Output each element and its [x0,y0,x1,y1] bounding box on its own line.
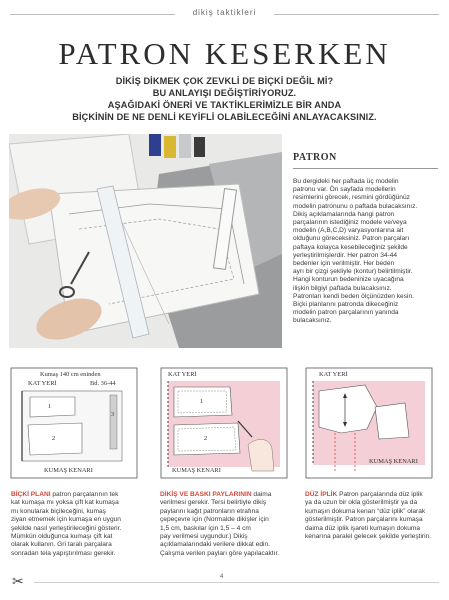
sidebar-line: bedenler için verilmiştir. Her beden [293,260,395,268]
fold-label-1: KAT YERİ [28,380,57,387]
subtitle-line-3: AŞAĞIDAKİ ÖNERİ VE TAKTİKLERİMİZLE BİR ANDA [107,100,342,110]
selvage-label-3: KUMAŞ KENARI [369,458,418,465]
sidebar-line: modelin patronunu o paftada bulacaksınız. [293,202,418,210]
cutting-plan-lead: BİÇKİ PLANI [11,491,51,498]
sidebar-line: resimlerini görecek, resmini gördüğünüz [293,194,410,202]
piece-1-number: 1 [48,403,52,410]
seam-allowance-lead: DİKİŞ VE BASKI PAYLARININ [160,491,252,498]
section-label: dikiş taktikleri [192,8,257,17]
sidebar-title: PATRON [293,152,337,163]
footer-rule [34,582,439,583]
sidebar-line: olduğunu göreceksiniz. Patron parçaları [293,235,410,243]
sidebar-line: Dikiş açıklamalarında hangi patron [293,210,395,218]
sidebar-line: modelin (A,B,C,D) varyasyonlarına ait [293,227,404,235]
sizes-label: Bd. 36-44 [90,380,116,387]
sidebar-rule [293,168,438,169]
sidebar-line: Biçki planlarını patronda dikeceğiniz [293,301,399,309]
subtitle-line-4: BİÇKİNİN DE NE DENLİ KEYİFLİ OLABİLECEĞİNİ ANLAYACAKSINIZ. [72,112,377,122]
sidebar-line: Hangi konturun bedeninize uyacağına [293,276,404,284]
piece-1-number-2: 1 [200,398,204,405]
selvage-label-2: KUMAŞ KENARI [172,467,221,474]
subtitle-line-2: BU ANLAYIŞI DEĞİŞTİRİYORUZ. [152,88,297,98]
grainline-text: DÜZ İPLİK Patron parçalarında düz iplik ya da uzun bir okla gösterilmiştir ya da kumaşın dokuma kenarı “düz iplik” olarak gösterilmiştir. Patron parçalarını kumaşa daima düz iplik işareti kumaşın dokuma kenarına paralel gelecek şekilde yerleştirin. [305,491,432,541]
sidebar-line: patronu var. Ön sayfada modellerin [293,186,396,194]
pattern-cutting-photo [9,134,282,348]
cutting-plan-diagram [10,367,138,479]
sidebar-line: Patronları kendi beden ölçünüzden kesin. [293,292,414,300]
sidebar-line: ayrı bir çizgi şekliyle (kontur) belirtilmiştir. [293,268,413,276]
piece-2-number: 2 [52,435,56,442]
grainline-lead: DÜZ İPLİK [305,491,338,498]
fold-label-2: KAT YERİ [168,371,197,378]
sidebar-line: yerleştirilmişlerdir. Her patron 34-44 [293,251,398,259]
sidebar-line: Bu dergideki her paftada üç modelin [293,178,399,185]
fabric-width-label: Kumaş 140 cm eninden [40,371,101,378]
seam-allowance-diagram [160,367,288,479]
selvage-label-1: KUMAŞ KENARI [44,467,93,474]
fold-label-3: KAT YERİ [319,371,348,378]
sidebar-line: modelin patron parçalarının yanında [293,309,399,317]
scissors-icon: ✂ [12,573,24,589]
grainline-diagram [305,367,433,479]
sidebar-line: paftaya kolayca kesebileceğiniz şekilde [293,243,408,251]
sidebar-line: bulacaksınız. [293,317,332,325]
piece-3-number: 3 [111,411,115,418]
cutting-plan-text: BİÇKİ PLANI patron parçalarının tek kat kumaşa mı yoksa çift kat kumaşa mı konularak biçileceğini, kumaş ziyan etmemek için kumaşa en uygun şekilde nasıl yerleştirileceğini gösterir. Mümkün olduğunca kumaşı çift kat olarak kullanın. Gri taralı parçalara sonradan tela yapıştırılması gerekir. [11,491,122,557]
sidebar-line: ilişkin bilgiyi paftada bulacaksınız. [293,284,392,292]
seam-allowance-text: DİKİŞ VE BASKI PAYLARININ daima verilmesi gerekir. Tersi belirtiyle dikiş paylarını kağıt patronların etrafına çepeçevre için (Normalde dikişler için 1,5 cm, baskılar için 1,5 – 4 cm pay verilmesi uygundur.) Dikiş açıklamalarındaki verilere dikkat edin. Çalışma verilen payları göre yapılacaktır. [160,491,280,557]
piece-2-number-2: 2 [204,435,208,442]
subtitle-line-1: DİKİŞ DİKMEK ÇOK ZEVKLİ DE BİÇKİ DEĞİL Mİ? [115,76,334,86]
page-number: 4 [220,574,224,580]
sidebar-line: parçalarının istediğiniz modele ve/veya [293,219,407,227]
sidebar-body [293,178,441,326]
page-title: PATRON KESERKEN [58,36,391,71]
